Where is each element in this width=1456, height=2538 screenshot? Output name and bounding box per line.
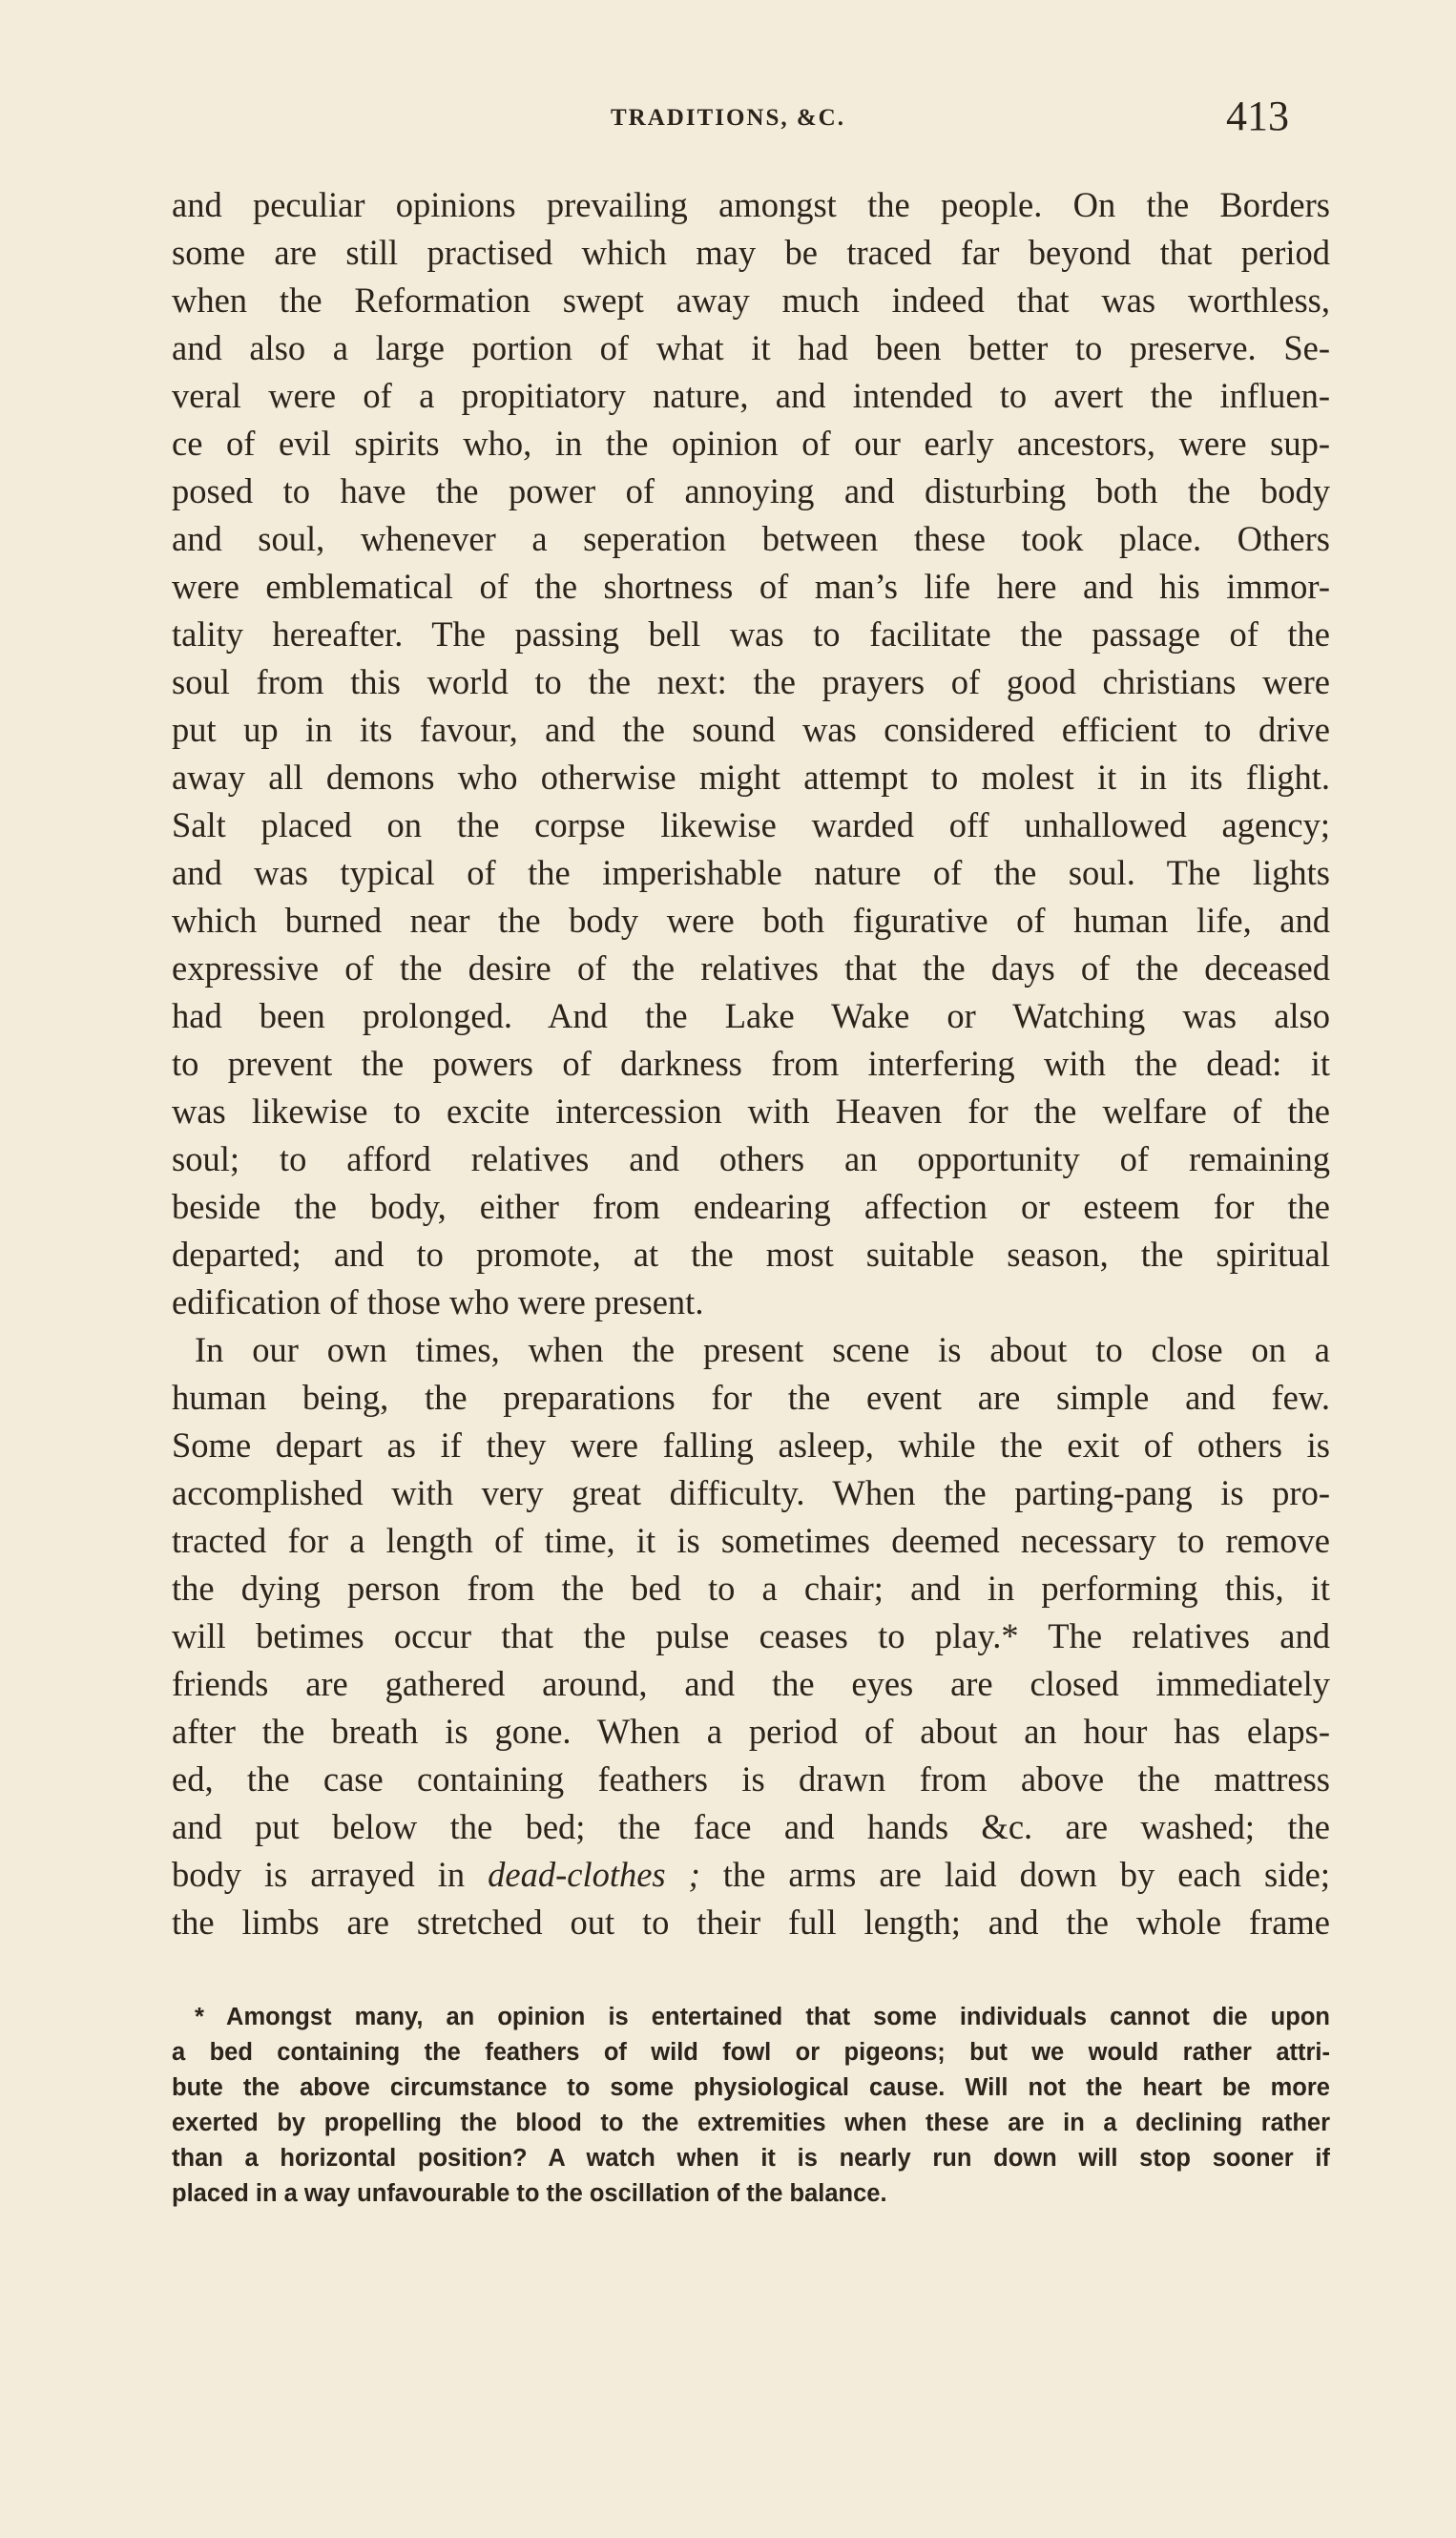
text-line: posed to have the power of annoying and disturbing both the body (172, 471, 1330, 510)
text-line: veral were of a propitiatory nature, and intended to avert the influen- (172, 376, 1330, 415)
text-line: tality hereafter. The passing bell was to facilitate the passage of the (172, 614, 1330, 654)
footnote-line-end: placed in a way unfavourable to the oscillation of the balance. (172, 2180, 887, 2207)
text-line: when the Reformation swept away much indeed that was worthless, (172, 281, 1330, 320)
text-segment: body is arrayed in (172, 1855, 489, 1894)
text-line: will betimes occur that the pulse ceases to play.* The relatives and (172, 1616, 1330, 1655)
body-text (172, 181, 1330, 1946)
text-line: were emblematical of the shortness of man’s life here and his immor- (172, 567, 1330, 606)
page-number: 413 (1226, 93, 1289, 139)
text-line: which burned near the body were both figurative of human life, and (172, 901, 1330, 940)
text-line: accomplished with very great difficulty. When the parting-pang is pro- (172, 1473, 1330, 1512)
text-line: and was typical of the imperishable nature of the soul. The lights (172, 853, 1330, 892)
text-line-paragraph-end: edification of those who were present. (172, 1282, 704, 1321)
text-line: tracted for a length of time, it is sometimes deemed necessary to remove (172, 1521, 1330, 1560)
running-head (0, 92, 1456, 149)
text-line-paragraph-start: In our own times, when the present scene is about to close on a (195, 1330, 1330, 1369)
text-line: and soul, whenever a seperation between these took place. Others (172, 519, 1330, 558)
text-line: the limbs are stretched out to their full length; and the whole frame (172, 1903, 1330, 1942)
text-line: the dying person from the bed to a chair; and in performing this, it (172, 1569, 1330, 1608)
text-line: soul from this world to the next: the prayers of good christians were (172, 662, 1330, 701)
text-line: soul; to afford relatives and others an opportunity of remaining (172, 1139, 1330, 1178)
text-line: was likewise to excite intercession with Heaven for the welfare of the (172, 1092, 1330, 1131)
footnote-line: * Amongst many, an opinion is entertained that some individuals cannot die upon (195, 2004, 1330, 2030)
text-line: some are still practised which may be traced far beyond that period (172, 233, 1330, 272)
text-line: to prevent the powers of darkness from interfering with the dead: it (172, 1044, 1330, 1083)
text-line: away all demons who otherwise might attempt to molest it in its flight. (172, 758, 1330, 797)
text-line: Some depart as if they were falling asleep, while the exit of others is (172, 1425, 1330, 1465)
text-line: expressive of the desire of the relatives that the days of the deceased (172, 948, 1330, 988)
text-line: and put below the bed; the face and hands &c. are washed; the (172, 1807, 1330, 1846)
text-line: and peculiar opinions prevailing amongst the people. On the Borders (172, 185, 1330, 224)
text-line: departed; and to promote, at the most suitable season, the spiritual (172, 1235, 1330, 1274)
footnote-line: exerted by propelling the blood to the extremities when these are in a declining rather (172, 2110, 1330, 2136)
text-line: human being, the preparations for the event are simple and few. (172, 1378, 1330, 1417)
text-line: after the breath is gone. When a period of about an hour has elaps- (172, 1712, 1330, 1751)
footnote-line: a bed containing the feathers of wild fowl or pigeons; but we would rather attri- (172, 2039, 1330, 2066)
text-line: ed, the case containing feathers is drawn from above the mattress (172, 1759, 1330, 1799)
text-line: friends are gathered around, and the eyes are closed immediately (172, 1664, 1330, 1703)
text-line-with-italic (172, 1851, 1330, 1899)
running-title: TRADITIONS, &C. (610, 105, 845, 131)
footnote-line: bute the above circumstance to some physiological cause. Will not the heart be more (172, 2074, 1330, 2101)
text-line: put up in its favour, and the sound was considered efficient to drive (172, 710, 1330, 749)
footnote (172, 2000, 1330, 2212)
text-line: and also a large portion of what it had been better to preserve. Se- (172, 328, 1330, 367)
footnote-line: than a horizontal position? A watch when it is nearly run down will stop sooner if (172, 2145, 1330, 2172)
text-line: Salt placed on the corpse likewise warded off unhallowed agency; (172, 805, 1330, 844)
text-line: ce of evil spirits who, in the opinion of our early ancestors, were sup- (172, 424, 1330, 463)
italic-phrase: dead-clothes ; (488, 1855, 700, 1894)
text-line: had been prolonged. And the Lake Wake or Watching was also (172, 996, 1330, 1035)
text-line: beside the body, either from endearing affection or esteem for the (172, 1187, 1330, 1226)
text-segment: the arms are laid down by each side; (699, 1855, 1330, 1894)
